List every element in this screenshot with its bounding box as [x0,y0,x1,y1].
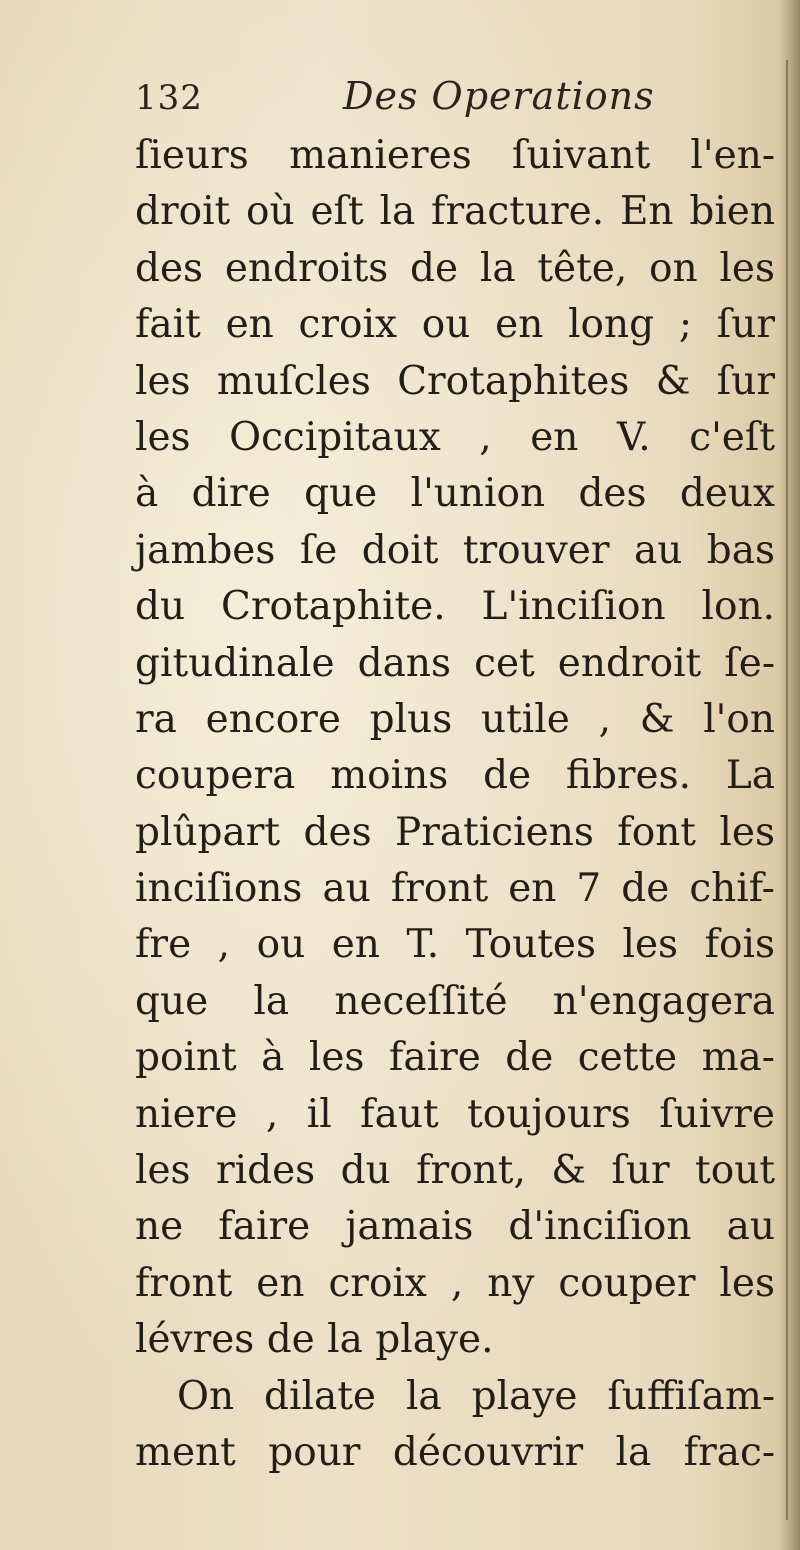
text-line: niere , il faut toujours ſuivre [135,1091,775,1137]
paragraph-1 [135,128,775,1369]
text-line: coupera moins de fibres. La [135,753,775,799]
text-line: jambes ſe doit trouver au bas [135,527,775,573]
text-line: gitudinale dans cet endroit ſe- [135,640,775,686]
text-line: fait en croix ou en long ; ſur [135,302,775,348]
text-line: inciſions au front en 7 de chif- [135,866,775,912]
running-head: Des Operations [343,74,655,118]
text-line: On dilate la playe ſuffiſam- [177,1373,775,1419]
text-line: point à les faire de cette ma- [135,1035,775,1081]
text-line: ment pour découvrir la frac- [135,1429,775,1475]
page-edge-line [786,60,788,1520]
text-line: les Occipitaux , en V. c'eſt [135,414,775,460]
text-line: plûpart des Praticiens font les [135,809,775,855]
page-gutter-shadow [778,0,800,1550]
body-text [135,128,775,1481]
page-number: 132 [135,78,203,118]
text-line: lévres de la playe. [135,1317,494,1363]
text-line: les muſcles Crotaphites & ſur [135,358,775,404]
text-line: du Crotaphite. L'inciſion lon. [135,584,775,630]
text-line: droit où eſt la fracture. En bien [135,189,775,235]
text-line: les rides du front, & ſur tout [135,1148,775,1194]
paragraph-2 [135,1369,775,1482]
text-line: ne faire jamais d'inciſion au [135,1204,775,1250]
text-line: à dire que l'union des deux [135,471,775,517]
text-line: que la neceſſité n'engagera [135,978,775,1024]
page-header [135,74,735,134]
text-line: ra encore plus utile , & l'on [135,696,775,742]
text-line: ſieurs manieres ſuivant l'en- [135,133,775,178]
text-line: fre , ou en T. Toutes les fois [135,922,775,968]
text-line: front en croix , ny couper les [135,1260,775,1306]
text-line: des endroits de la tête, on les [135,245,775,291]
